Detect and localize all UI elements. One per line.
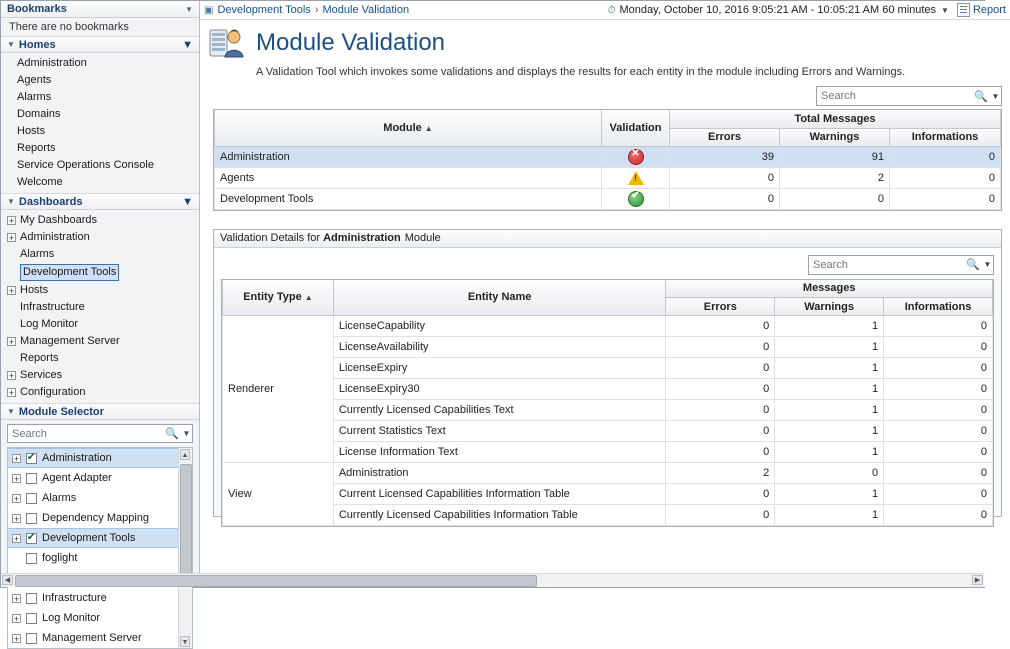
cell-entity-name: Administration <box>333 463 666 484</box>
cell-warnings: 1 <box>775 505 884 526</box>
dashboard-item-label: Hosts <box>20 284 49 296</box>
cell-informations: 0 <box>884 400 993 421</box>
module-item-alarms[interactable] <box>8 488 192 508</box>
module-selector-header[interactable] <box>1 403 199 420</box>
page-content <box>200 20 1010 587</box>
scrollbar-thumb[interactable] <box>180 464 192 586</box>
cell-warnings: 0 <box>775 463 884 484</box>
expand-icon[interactable]: + <box>13 453 20 464</box>
dashboard-item-log-monitor[interactable] <box>1 316 199 333</box>
module-item-dependency-mapping[interactable] <box>8 508 192 528</box>
cell-informations: 0 <box>884 505 993 526</box>
modules-table-container <box>213 109 1002 211</box>
cell-errors: 0 <box>670 188 780 209</box>
cell-validation <box>602 188 670 209</box>
dashboard-item-development-tools[interactable] <box>1 263 199 282</box>
breadcrumb <box>200 1 1010 20</box>
dashboards-section-header[interactable] <box>1 193 199 210</box>
breadcrumb-root-link[interactable]: Development Tools <box>217 4 311 16</box>
sidebar-item-reports[interactable]: Reports <box>17 142 56 154</box>
dashboards-tree <box>1 210 199 403</box>
sidebar-item-hosts[interactable]: Hosts <box>17 125 46 137</box>
module-selector-search-container <box>1 420 199 447</box>
expand-icon[interactable]: + <box>8 216 15 226</box>
dashboard-item-label: Infrastructure <box>20 301 85 313</box>
page-title: Module Validation <box>256 29 446 56</box>
table-row[interactable] <box>223 484 993 505</box>
cell-entity-type: View <box>223 463 334 526</box>
chevron-down-icon[interactable]: ▼ <box>185 4 193 14</box>
chevron-down-icon[interactable]: ▼ <box>991 91 1000 101</box>
module-item-development-tools[interactable] <box>8 528 192 548</box>
cell-warnings: 1 <box>775 442 884 463</box>
table-row[interactable] <box>223 463 993 484</box>
column-header-errors[interactable]: Errors <box>666 298 775 316</box>
checkbox[interactable] <box>26 633 37 644</box>
column-header-informations[interactable]: Informations <box>884 298 993 316</box>
cell-informations: 0 <box>884 358 993 379</box>
module-item-label: Agent Adapter <box>42 472 112 484</box>
cell-errors: 0 <box>666 400 775 421</box>
success-icon <box>628 191 644 207</box>
cell-errors: 0 <box>666 421 775 442</box>
cell-warnings: 91 <box>780 146 890 167</box>
cell-informations: 0 <box>890 146 1001 167</box>
column-header-entity-type[interactable] <box>223 280 334 316</box>
module-item-management-server[interactable] <box>8 628 192 648</box>
column-header-module-label: Module <box>383 121 422 134</box>
expand-icon[interactable]: + <box>13 513 20 524</box>
cell-validation <box>602 167 670 188</box>
time-range-label[interactable]: Monday, October 10, 2016 9:05:21 AM - 10:05:21 AM 60 minutes <box>619 4 937 16</box>
column-header-entity-name[interactable]: Entity Name <box>333 280 666 316</box>
report-label: Report <box>972 4 1006 16</box>
cell-warnings: 1 <box>775 358 884 379</box>
module-item-label: Management Server <box>42 632 142 644</box>
module-item-administration[interactable] <box>8 448 192 468</box>
dashboard-item-my-dashboards[interactable] <box>1 212 199 229</box>
cell-informations: 0 <box>884 337 993 358</box>
cell-errors: 0 <box>666 337 775 358</box>
expand-icon[interactable]: + <box>8 388 15 398</box>
table-row[interactable] <box>223 358 993 379</box>
table-row[interactable] <box>215 188 1001 209</box>
table-row[interactable] <box>215 167 1001 188</box>
sidebar-item-welcome[interactable]: Welcome <box>17 176 63 188</box>
cell-informations: 0 <box>890 167 1001 188</box>
dashboards-title: Dashboards <box>18 195 83 208</box>
cell-errors: 0 <box>666 316 775 337</box>
cell-entity-name: Current Statistics Text <box>333 421 666 442</box>
dashboard-item-administration[interactable] <box>1 229 199 246</box>
breadcrumb-home-icon[interactable]: ▣ <box>204 4 214 16</box>
cell-entity-name: Current Licensed Capabilities Information Table <box>333 484 666 505</box>
column-header-errors[interactable]: Errors <box>670 128 780 146</box>
search-icon[interactable]: 🔍 <box>165 428 179 440</box>
chevron-down-icon: ▼ <box>7 197 15 206</box>
expand-icon[interactable]: + <box>13 633 20 644</box>
cell-informations: 0 <box>884 379 993 400</box>
table-row[interactable] <box>223 400 993 421</box>
cell-informations: 0 <box>884 463 993 484</box>
cell-errors: 0 <box>666 442 775 463</box>
dashboard-item-label: Alarms <box>20 248 55 260</box>
table-row[interactable] <box>223 337 993 358</box>
cell-errors: 2 <box>666 463 775 484</box>
breadcrumb-right-tools <box>608 3 1006 17</box>
cell-warnings: 1 <box>775 421 884 442</box>
cell-warnings: 1 <box>775 379 884 400</box>
details-header-suffix: Module <box>404 232 441 244</box>
checkbox[interactable] <box>26 593 37 604</box>
modules-table <box>214 110 1001 210</box>
module-item-label: Development Tools <box>42 532 136 544</box>
cell-warnings: 1 <box>775 484 884 505</box>
cell-informations: 0 <box>890 188 1001 209</box>
column-header-informations[interactable]: Informations <box>890 128 1001 146</box>
cell-entity-name: LicenseExpiry30 <box>333 379 666 400</box>
bookmarks-title: Bookmarks <box>7 3 67 15</box>
chevron-down-icon: ▼ <box>7 407 15 416</box>
expand-icon <box>12 554 21 563</box>
module-selector-title: Module Selector <box>18 405 104 418</box>
expand-icon[interactable]: + <box>8 371 15 381</box>
dashboard-item-label: Log Monitor <box>20 318 79 330</box>
modules-search-box[interactable] <box>816 86 1002 106</box>
module-item-label: Alarms <box>42 492 77 504</box>
expand-icon[interactable]: + <box>13 473 20 484</box>
column-header-warnings[interactable]: Warnings <box>780 128 890 146</box>
cell-errors: 39 <box>670 146 780 167</box>
module-item-log-monitor[interactable] <box>8 608 192 628</box>
expand-icon[interactable]: + <box>8 286 15 296</box>
checkbox[interactable] <box>26 453 37 464</box>
cell-entity-name: LicenseAvailability <box>333 337 666 358</box>
scrollbar-thumb[interactable] <box>15 575 537 587</box>
scroll-right-icon[interactable]: ▶ <box>972 575 983 585</box>
breadcrumb-separator: › <box>314 4 319 16</box>
checkbox[interactable] <box>26 493 37 504</box>
cell-entity-type: Renderer <box>223 316 334 463</box>
dashboard-item-label: Administration <box>20 231 90 243</box>
module-validation-icon <box>210 26 246 60</box>
module-list-container <box>7 447 193 649</box>
sort-ascending-icon: ▲ <box>424 123 433 133</box>
column-header-module[interactable] <box>215 110 602 146</box>
module-search-box[interactable] <box>7 424 193 443</box>
cell-errors: 0 <box>670 167 780 188</box>
breadcrumb-current: Module Validation <box>322 4 410 16</box>
dashboard-item-label: Configuration <box>20 386 86 398</box>
module-item-foglight[interactable] <box>8 548 192 568</box>
sidebar-item-administration[interactable]: Administration <box>17 57 87 69</box>
column-group-messages: Messages <box>666 280 993 298</box>
cell-informations: 0 <box>884 442 993 463</box>
sidebar-item-agents[interactable]: Agents <box>17 74 52 86</box>
clock-icon: ⏱ <box>607 4 616 16</box>
module-item-agent-adapter[interactable] <box>8 468 192 488</box>
module-item-label: Administration <box>42 452 112 464</box>
cell-entity-name: Currently Licensed Capabilities Text <box>333 400 666 421</box>
cell-informations: 0 <box>884 316 993 337</box>
cell-errors: 0 <box>666 505 775 526</box>
sidebar-item-service-operations-console[interactable]: Service Operations Console <box>17 159 154 171</box>
checkbox[interactable] <box>26 513 37 524</box>
table-row[interactable] <box>223 316 993 337</box>
validation-details-panel <box>213 229 1002 521</box>
module-list-scrollbar[interactable] <box>178 448 192 648</box>
module-item-label: Infrastructure <box>42 592 107 604</box>
modules-search-input[interactable] <box>817 87 972 105</box>
dashboard-item-services[interactable] <box>1 367 199 384</box>
checkbox[interactable] <box>26 533 37 544</box>
scroll-left-icon[interactable]: ◀ <box>2 575 13 585</box>
cell-module: Administration <box>215 146 602 167</box>
table-row[interactable] <box>215 146 1001 167</box>
chevron-down-icon[interactable]: ▼ <box>941 5 949 15</box>
chevron-down-icon[interactable]: ▼ <box>182 38 193 51</box>
dashboard-item-management-server[interactable] <box>1 333 199 350</box>
details-header-prefix: Validation Details for <box>220 232 321 244</box>
navigation-sidebar <box>1 1 200 646</box>
modules-search-row <box>213 78 1010 109</box>
table-row[interactable] <box>223 421 993 442</box>
details-table <box>222 280 993 527</box>
homes-title: Homes <box>18 38 56 51</box>
module-search-input[interactable] <box>8 425 163 442</box>
column-header-warnings[interactable]: Warnings <box>775 298 884 316</box>
cell-errors: 0 <box>666 358 775 379</box>
cell-entity-name: License Information Text <box>333 442 666 463</box>
error-icon <box>628 149 644 165</box>
cell-module: Development Tools <box>215 188 602 209</box>
expand-icon[interactable]: + <box>13 493 20 504</box>
module-item-infrastructure[interactable] <box>8 588 192 608</box>
chevron-down-icon: ▼ <box>7 40 15 49</box>
details-header-subject: Administration <box>323 232 401 244</box>
expand-icon[interactable]: + <box>13 533 20 544</box>
dashboard-item-label: Development Tools <box>20 264 119 281</box>
homes-list <box>1 53 199 193</box>
cell-errors: 0 <box>666 484 775 505</box>
validation-details-header <box>214 230 1001 248</box>
column-header-entity-type-label: Entity Type <box>243 291 302 304</box>
dashboard-item-label: Management Server <box>20 335 120 347</box>
chevron-down-icon[interactable]: ▼ <box>182 429 191 438</box>
details-search-row <box>214 248 1001 279</box>
page-header <box>200 20 1010 60</box>
table-row[interactable] <box>223 442 993 463</box>
dashboard-item-infrastructure[interactable] <box>1 299 199 316</box>
dashboard-item-label: Services <box>20 369 63 381</box>
table-row[interactable] <box>223 379 993 400</box>
dashboard-item-reports[interactable] <box>1 350 199 367</box>
cell-warnings: 1 <box>775 400 884 421</box>
sort-ascending-icon: ▲ <box>304 293 313 303</box>
horizontal-scrollbar[interactable] <box>1 573 984 587</box>
details-search-input[interactable] <box>809 256 964 274</box>
module-item-label: foglight <box>42 552 78 564</box>
scroll-down-icon[interactable]: ▼ <box>180 636 190 647</box>
homes-section-header[interactable] <box>1 36 199 53</box>
details-table-container <box>221 279 994 528</box>
expand-icon[interactable]: + <box>8 337 15 347</box>
cell-module: Agents <box>215 167 602 188</box>
cell-informations: 0 <box>884 484 993 505</box>
checkbox[interactable] <box>26 553 37 564</box>
expand-icon[interactable]: + <box>13 613 20 624</box>
checkbox[interactable] <box>26 473 37 484</box>
bookmarks-empty-text: There are no bookmarks <box>9 21 129 33</box>
scroll-up-icon[interactable]: ▲ <box>180 449 190 460</box>
report-button[interactable] <box>957 3 1006 17</box>
cell-warnings: 0 <box>780 188 890 209</box>
cell-entity-name: Currently Licensed Capabilities Information Table <box>333 505 666 526</box>
search-icon[interactable]: 🔍 <box>974 90 988 103</box>
cell-warnings: 1 <box>775 316 884 337</box>
dashboard-item-alarms[interactable] <box>1 246 199 263</box>
report-icon <box>957 3 970 17</box>
expand-icon[interactable]: + <box>13 593 20 604</box>
chevron-down-icon[interactable]: ▼ <box>182 195 193 208</box>
dashboard-item-hosts[interactable] <box>1 282 199 299</box>
module-item-label: Log Monitor <box>42 612 101 624</box>
column-header-validation[interactable]: Validation <box>602 110 670 146</box>
cell-informations: 0 <box>884 421 993 442</box>
cell-errors: 0 <box>666 379 775 400</box>
dashboard-item-label: Reports <box>20 352 59 364</box>
bookmarks-panel-header[interactable] <box>1 1 199 18</box>
column-group-total-messages: Total Messages <box>670 110 1001 128</box>
cell-warnings: 2 <box>780 167 890 188</box>
cell-entity-name: LicenseCapability <box>333 316 666 337</box>
table-row[interactable] <box>223 505 993 526</box>
module-item-label: Dependency Mapping <box>42 512 150 524</box>
dashboard-item-configuration[interactable] <box>1 384 199 401</box>
sidebar-item-domains[interactable]: Domains <box>17 108 61 120</box>
dashboard-item-label: My Dashboards <box>20 214 98 226</box>
details-table-group-header-row <box>223 280 993 298</box>
checkbox[interactable] <box>26 613 37 624</box>
chevron-down-icon[interactable]: ▼ <box>983 260 992 269</box>
module-list <box>8 448 192 648</box>
search-icon[interactable]: 🔍 <box>966 259 980 271</box>
cell-validation <box>602 146 670 167</box>
sidebar-item-alarms[interactable]: Alarms <box>17 91 52 103</box>
modules-table-group-header-row <box>215 110 1001 128</box>
details-search-box[interactable] <box>808 255 994 275</box>
warning-icon <box>628 171 644 185</box>
cell-entity-name: LicenseExpiry <box>333 358 666 379</box>
cell-warnings: 1 <box>775 337 884 358</box>
expand-icon[interactable]: + <box>8 233 15 243</box>
page-description: A Validation Tool which invokes some validations and displays the results for each entity in the module including Errors and Warnings. <box>256 66 906 78</box>
